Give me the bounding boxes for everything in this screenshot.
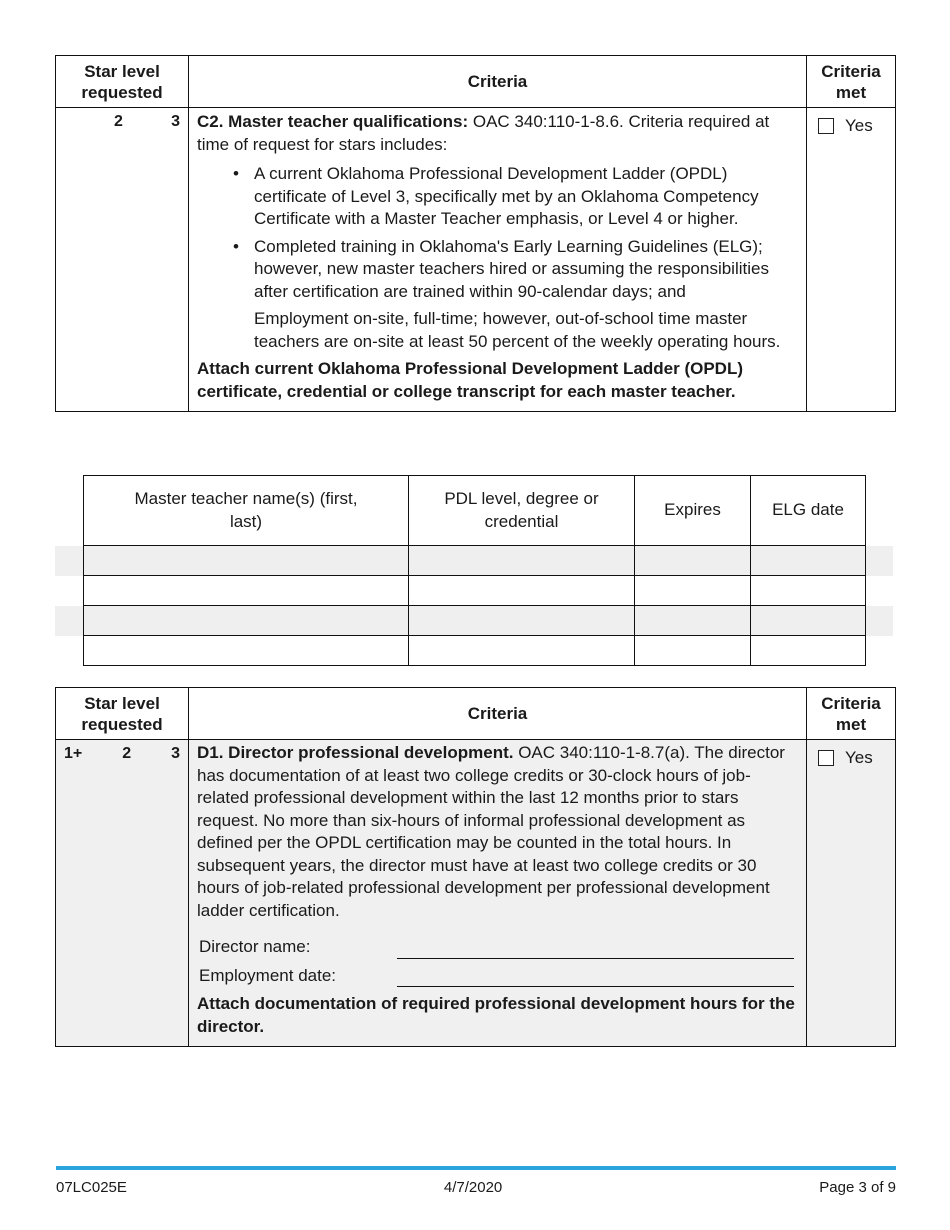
table-row xyxy=(84,576,866,606)
list-item: • A current Oklahoma Professional Development Ladder (OPDL) certificate of Level 3, specifically met by an Oklahoma Competency Certificate with a Master Teacher emphasis, or Level 4 or higher. xyxy=(233,164,759,228)
c2-criteria-cell xyxy=(189,108,807,412)
mt-pdl-header: PDL level, degree or credential xyxy=(409,476,635,546)
c2-title: C2. Master teacher qualifications: xyxy=(197,112,469,131)
d1-star-cell xyxy=(56,740,189,1047)
c2-star-cell xyxy=(56,108,189,412)
d1-met-cell xyxy=(807,740,896,1047)
d1-yes-label: Yes xyxy=(845,748,873,767)
star-level-2: 2 xyxy=(122,745,132,762)
employment-date-row xyxy=(197,965,798,988)
criteria-header: Criteria xyxy=(189,688,807,740)
table-row xyxy=(84,606,866,636)
c2-yes-label: Yes xyxy=(845,116,873,135)
footer-divider xyxy=(56,1166,896,1170)
mt-pdl-input[interactable] xyxy=(409,576,635,606)
star-level-header: Star level requested xyxy=(56,56,189,108)
page-number: Page 3 of 9 xyxy=(819,1179,896,1196)
mt-elg-header: ELG date xyxy=(751,476,866,546)
mt-pdl-input[interactable] xyxy=(409,606,635,636)
form-id: 07LC025E xyxy=(56,1179,127,1196)
d1-criteria-cell xyxy=(189,740,807,1047)
mt-name-input[interactable] xyxy=(84,576,409,606)
star-level-3: 3 xyxy=(171,745,180,762)
form-date: 4/7/2020 xyxy=(443,1179,503,1196)
table-row xyxy=(84,636,866,666)
bullet-icon: • xyxy=(233,236,239,256)
list-item: • Completed training in Oklahoma's Early Learning Guidelines (ELG); however, new master teachers hired or assuming the responsibilities after certification are trained within 90-calendar days; and xyxy=(233,236,769,301)
mt-elg-input[interactable] xyxy=(751,636,866,666)
c2-attach-instruction: Attach current Oklahoma Professional Development Ladder (OPDL) certificate, credential or college transcript for each master teacher. xyxy=(197,359,744,401)
director-name-field[interactable] xyxy=(397,937,794,959)
mt-expires-input[interactable] xyxy=(635,546,751,576)
criteria-header: Criteria xyxy=(189,56,807,108)
d1-yes-checkbox[interactable] xyxy=(818,750,834,766)
page-footer xyxy=(56,1179,896,1196)
c2-intro: OAC 340:110-1-8.6. Criteria required at time of request for stars includes: xyxy=(197,112,770,154)
d1-criteria-table xyxy=(55,687,896,1047)
mt-elg-input[interactable] xyxy=(751,606,866,636)
mt-expires-input[interactable] xyxy=(635,636,751,666)
mt-name-header: Master teacher name(s) (first, last) xyxy=(84,476,409,546)
table-row xyxy=(84,546,866,576)
c2-yes-checkbox[interactable] xyxy=(818,118,834,134)
criteria-met-header: Criteria met xyxy=(807,688,896,740)
mt-elg-input[interactable] xyxy=(751,546,866,576)
employment-date-label: Employment date: xyxy=(199,965,337,985)
d1-body: OAC 340:110-1-8.7(a). The director has documentation of at least two college credits or 30-clock hours of job-related professional development within the last 12 months prior to stars request. No more than six-hours of informal professional development as defined per the OPDL certification may be counted in the total hours. In subsequent years, the director must have at least two college credits or 30 hours of job-related professional development per professional development ladder certification. xyxy=(197,743,785,920)
mt-pdl-input[interactable] xyxy=(409,636,635,666)
list-item: Employment on-site, full-time; however, out-of-school time master teachers are on-site at least 50 percent of the weekly operating hours. xyxy=(254,309,781,351)
master-teacher-table xyxy=(83,475,866,666)
mt-expires-input[interactable] xyxy=(635,576,751,606)
mt-pdl-input[interactable] xyxy=(409,546,635,576)
employment-date-field[interactable] xyxy=(397,965,794,987)
mt-name-input[interactable] xyxy=(84,606,409,636)
d1-attach-instruction: Attach documentation of required professional development hours for the director. xyxy=(197,994,795,1036)
c2-met-cell xyxy=(807,108,896,412)
star-level-1plus: 1+ xyxy=(64,745,83,762)
mt-name-input[interactable] xyxy=(84,546,409,576)
criteria-met-header: Criteria met xyxy=(807,56,896,108)
bullet-icon: • xyxy=(233,164,239,183)
mt-expires-header: Expires xyxy=(635,476,751,546)
mt-expires-input[interactable] xyxy=(635,606,751,636)
mt-name-input[interactable] xyxy=(84,636,409,666)
d1-title: D1. Director professional development. xyxy=(197,743,514,762)
star-level-header: Star level requested xyxy=(56,688,189,740)
star-level-2: 2 xyxy=(114,113,123,130)
star-level-3: 3 xyxy=(171,113,180,130)
c2-bullet-list xyxy=(197,163,798,353)
director-name-row xyxy=(197,936,798,959)
c2-criteria-table xyxy=(55,55,896,412)
mt-elg-input[interactable] xyxy=(751,576,866,606)
director-name-label: Director name: xyxy=(199,937,311,956)
